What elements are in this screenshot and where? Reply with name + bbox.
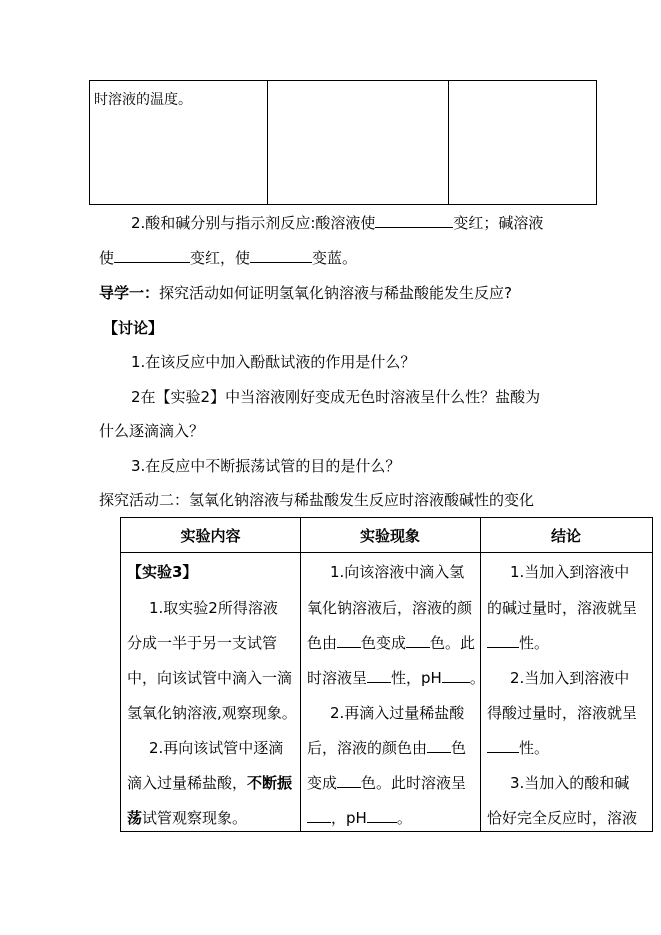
table-divider-1 — [300, 518, 301, 831]
top-table-cell-text: 时溶液的温度。 — [94, 92, 192, 108]
phen-l4-c: 。 — [469, 669, 485, 687]
concl-l1: 1.当加入到溶液中 — [510, 563, 630, 581]
top-table-divider-2 — [448, 81, 449, 204]
phen-l8-b: 。 — [396, 809, 412, 827]
content-l4: 氢氧化钠溶液,观察现象。 — [127, 704, 297, 722]
phen-l4-a: 时溶液呈 — [307, 669, 368, 687]
q2-text-a: 2.酸和碱分别与指示剂反应:酸溶液使 — [131, 214, 376, 232]
phen-l7 — [307, 773, 466, 793]
phen-l7-b: 色。此时溶液呈 — [361, 774, 467, 792]
phen-blank-7 — [307, 808, 331, 823]
concl-l7: 3.当加入的酸和碱 — [510, 774, 630, 792]
q2-blank-3 — [250, 248, 312, 263]
content-title: 【实验3】 — [127, 563, 198, 581]
phen-blank-6 — [337, 773, 361, 788]
q2-text-d: 变红，使 — [190, 249, 251, 267]
content-l6-text: 滴入过量稀盐酸， — [127, 774, 248, 792]
phen-blank-2 — [406, 633, 430, 648]
discussion-q1: 1.在该反应中加入酚酞试液的作用是什么？ — [131, 353, 416, 371]
header-content: 实验内容 — [180, 527, 241, 545]
table-header-divider — [121, 552, 652, 553]
concl-blank-2 — [487, 738, 519, 753]
q2-line1 — [131, 213, 543, 233]
content-l7-text: 试管观察现象。 — [142, 809, 248, 827]
phen-blank-4 — [442, 668, 470, 683]
content-l3: 中，向该试管中滴入一滴 — [127, 669, 293, 687]
header-phenomenon: 实验现象 — [359, 527, 420, 545]
discussion-q2-line2: 什么逐滴滴入？ — [99, 422, 205, 440]
concl-blank-1 — [487, 633, 519, 648]
phen-blank-3 — [367, 668, 391, 683]
phen-l6-a: 后，溶液的颜色由 — [307, 739, 428, 757]
guide1-text: 探究活动如何证明氢氧化钠溶液与稀盐酸能发生反应? — [159, 284, 512, 302]
q2-text-c: 使 — [99, 249, 115, 267]
discussion-q3: 3.在反应中不断振荡试管的目的是什么？ — [131, 457, 401, 475]
q2-text-b: 变红；碱溶液 — [453, 214, 544, 232]
phen-l6-b: 色 — [451, 739, 467, 757]
phen-blank-5 — [427, 738, 451, 753]
phen-l7-a: 变成 — [307, 774, 338, 792]
phen-l3-c: 色。此 — [430, 634, 476, 652]
phen-l3-a: 色由 — [307, 634, 338, 652]
discussion-q2-line1: 2在【实验2】中当溶液刚好变成无色时溶液呈什么性？盐酸为 — [131, 388, 541, 406]
concl-l3 — [487, 633, 549, 653]
concl-l2: 的碱过量时，溶液就呈 — [487, 599, 638, 617]
content-l6 — [127, 773, 292, 793]
phen-l5: 2.再滴入过量稀盐酸 — [330, 704, 465, 722]
content-l7-bold: 荡 — [127, 809, 143, 827]
content-l5: 2.再向该试管中逐滴 — [149, 739, 284, 757]
concl-l4: 2.当加入到溶液中 — [510, 669, 630, 687]
content-l2: 分成一半于另一支试管 — [127, 634, 278, 652]
concl-l8: 恰好完全反应时，溶液 — [487, 809, 638, 827]
top-table-divider-1 — [267, 81, 268, 204]
phen-l3-b: 色变成 — [361, 634, 407, 652]
phen-l1: 1.向该溶液中滴入氢 — [330, 563, 465, 581]
concl-l6-text: 性。 — [519, 739, 550, 757]
q2-text-e: 变蓝。 — [312, 249, 358, 267]
concl-l3-text: 性。 — [519, 634, 550, 652]
header-conclusion: 结论 — [550, 527, 581, 545]
concl-l6 — [487, 738, 549, 758]
q2-blank-1 — [375, 213, 453, 228]
phen-blank-1 — [337, 633, 361, 648]
activity2-title: 探究活动二：氢氧化钠溶液与稀盐酸发生反应时溶液酸碱性的变化 — [99, 491, 535, 509]
content-l7 — [127, 808, 247, 828]
content-l1: 1.取实验2所得溶液 — [149, 599, 278, 617]
q2-blank-2 — [114, 248, 190, 263]
phen-l6 — [307, 738, 466, 758]
guide1-label: 导学一： — [99, 284, 160, 302]
experiment-table — [120, 517, 653, 832]
discussion-heading: 【讨论】 — [103, 319, 164, 337]
content-l6-bold: 不断振 — [247, 774, 293, 792]
phen-l4 — [307, 668, 485, 688]
phen-l8 — [307, 808, 412, 828]
top-table — [89, 80, 597, 205]
phen-l4-b: 性，pH — [391, 669, 442, 687]
concl-l5: 得酸过量时，溶液就呈 — [487, 704, 638, 722]
phen-blank-8 — [367, 808, 397, 823]
phen-l8-a: ，pH — [331, 809, 367, 827]
phen-l3 — [307, 633, 475, 653]
phen-l2: 氧化钠溶液后，溶液的颜 — [307, 599, 473, 617]
q2-line2 — [99, 248, 357, 268]
guide1-line — [99, 283, 512, 303]
